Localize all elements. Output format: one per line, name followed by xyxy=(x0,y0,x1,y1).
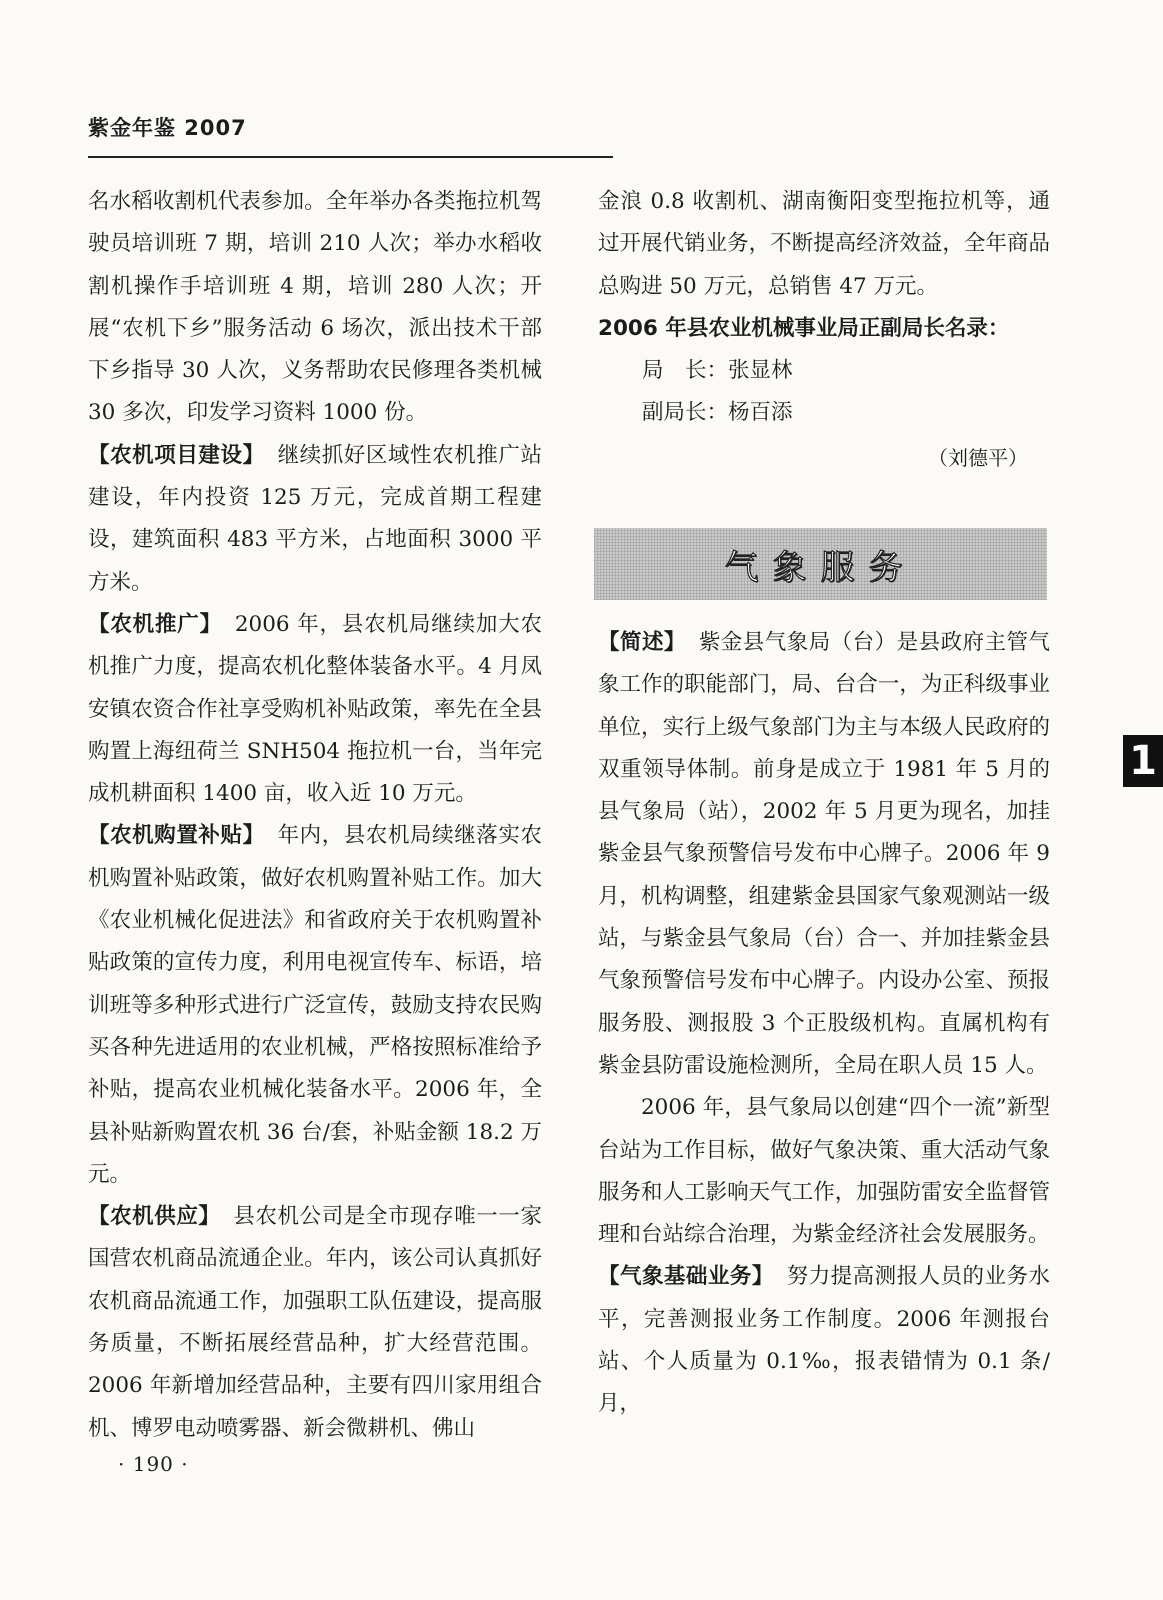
section-tag: 【农机供应】 xyxy=(88,1204,221,1230)
left-column xyxy=(88,181,542,1450)
paragraph: 2006 年，县气象局以创建“四个一流”新型台站为工作目标，做好气象决策、重大活动气象服务和人工影响天气工作，加强防雷安全监督管理和台站综合治理，为紫金经济社会发展服务。 xyxy=(598,1095,1050,1248)
running-header xyxy=(88,112,613,158)
roster-row: 局 长：张显林 xyxy=(642,358,793,384)
paragraph xyxy=(88,435,542,604)
section-banner xyxy=(594,528,1047,600)
section-tag: 【气象基础业务】 xyxy=(598,1264,774,1290)
paragraph-text: 努力提高测报人员的业务水平，完善测报业务工作制度。2006 年测报台站、个人质量为 0.1‰，报表错情为 0.1 条/月， xyxy=(598,1264,1050,1417)
paragraph-text: 继续抓好区域性农机推广站建设，年内投资 125 万元，完成首期工程建设，建筑面积 483 平方米，占地面积 3000 平方米。 xyxy=(88,442,542,595)
section-tag: 【农机推广】 xyxy=(88,611,222,637)
paragraph-text: 年内，县农机局续继落实农机购置补贴政策，做好农机购置补贴工作。加大《农业机械化促进法》和省政府关于农机购置补贴政策的宣传力度，利用电视宣传车、标语，培训班等多种形式进行广泛宣传，鼓励支持农民购买各种先进适用的农业机械，严格按照标准给予补贴，提高农业机械化装备水平。2006 年，全县补贴新购置农机 36 台/套，补贴金额 18.2 万元。 xyxy=(88,823,542,1187)
page-number: · 190 · xyxy=(118,1452,189,1476)
section-banner-title: 气象服务 xyxy=(724,547,917,588)
chapter-side-tab: 1 xyxy=(1123,735,1163,787)
paragraph-text: 县农机公司是全市现存唯一一家国营农机商品流通企业。年内，该公司认真抓好农机商品流通工作，加强职工队伍建设，提高服务质量，不断拓展经营品种，扩大经营范围。2006 年新增加经营品种，主要有四川家用组合机、博罗电动喷雾器、新会微耕机、佛山 xyxy=(88,1204,542,1441)
paragraph: 金浪 0.8 收割机、湖南衡阳变型拖拉机等，通过开展代销业务，不断提高经济效益，全年商品总购进 50 万元，总销售 47 万元。 xyxy=(598,189,1050,299)
section-tag: 【农机购置补贴】 xyxy=(88,823,265,849)
right-column-top xyxy=(598,181,1050,479)
paragraph: 名水稻收割机代表参加。全年举办各类拖拉机驾驶员培训班 7 期，培训 210 人次；举办水稻收割机操作手培训班 4 期，培训 280 人次；开展“农机下乡”服务活动 6 场次，派出技术干部下乡指导 30 人次，义务帮助农民修理各类机械 30 多次，印发学习资料 1000 份。 xyxy=(88,189,542,426)
right-column-bottom xyxy=(598,622,1050,1426)
paragraph xyxy=(88,1196,542,1450)
author-credit: （刘德平） xyxy=(928,445,1028,470)
roster-heading: 2006 年县农业机械事业局正副局长名录： xyxy=(598,315,1010,341)
roster-row: 副局长：杨百添 xyxy=(642,400,793,426)
paragraph-text: 2006 年，县农机局继续加大农机推广力度，提高农机化整体装备水平。4 月凤安镇农资合作社享受购机补贴政策，率先在全县购置上海纽荷兰 SNH504 拖拉机一台，当年完成机耕面积 1400 亩，收入近 10 万元。 xyxy=(88,611,542,807)
section-tag: 【简述】 xyxy=(598,630,686,655)
paragraph-text: 紫金县气象局（台）是县政府主管气象工作的职能部门，局、台合一，为正科级事业单位，实行上级气象部门为主与本级人民政府的双重领导体制。前身是成立于 1981 年 5 月的县气象局（站），2002 年 5 月更为现名，加挂紫金县气象预警信号发布中心牌子。2006 年 9 月，机构调整，组建紫金县国家气象观测站一级站，与紫金县气象局（台）合一、并加挂紫金县气象预警信号发布中心牌子。内设办公室、预报服务股、测报股 3 个正股级机构。直属机构有紫金县防雷设施检测所，全局在职人员 15 人。 xyxy=(598,630,1050,1078)
paragraph xyxy=(88,604,542,815)
paragraph xyxy=(598,1256,1050,1425)
running-header-title: 紫金年鉴 2007 xyxy=(88,116,247,140)
paragraph xyxy=(598,622,1050,1087)
paragraph xyxy=(88,815,542,1196)
section-tag: 【农机项目建设】 xyxy=(88,442,265,468)
